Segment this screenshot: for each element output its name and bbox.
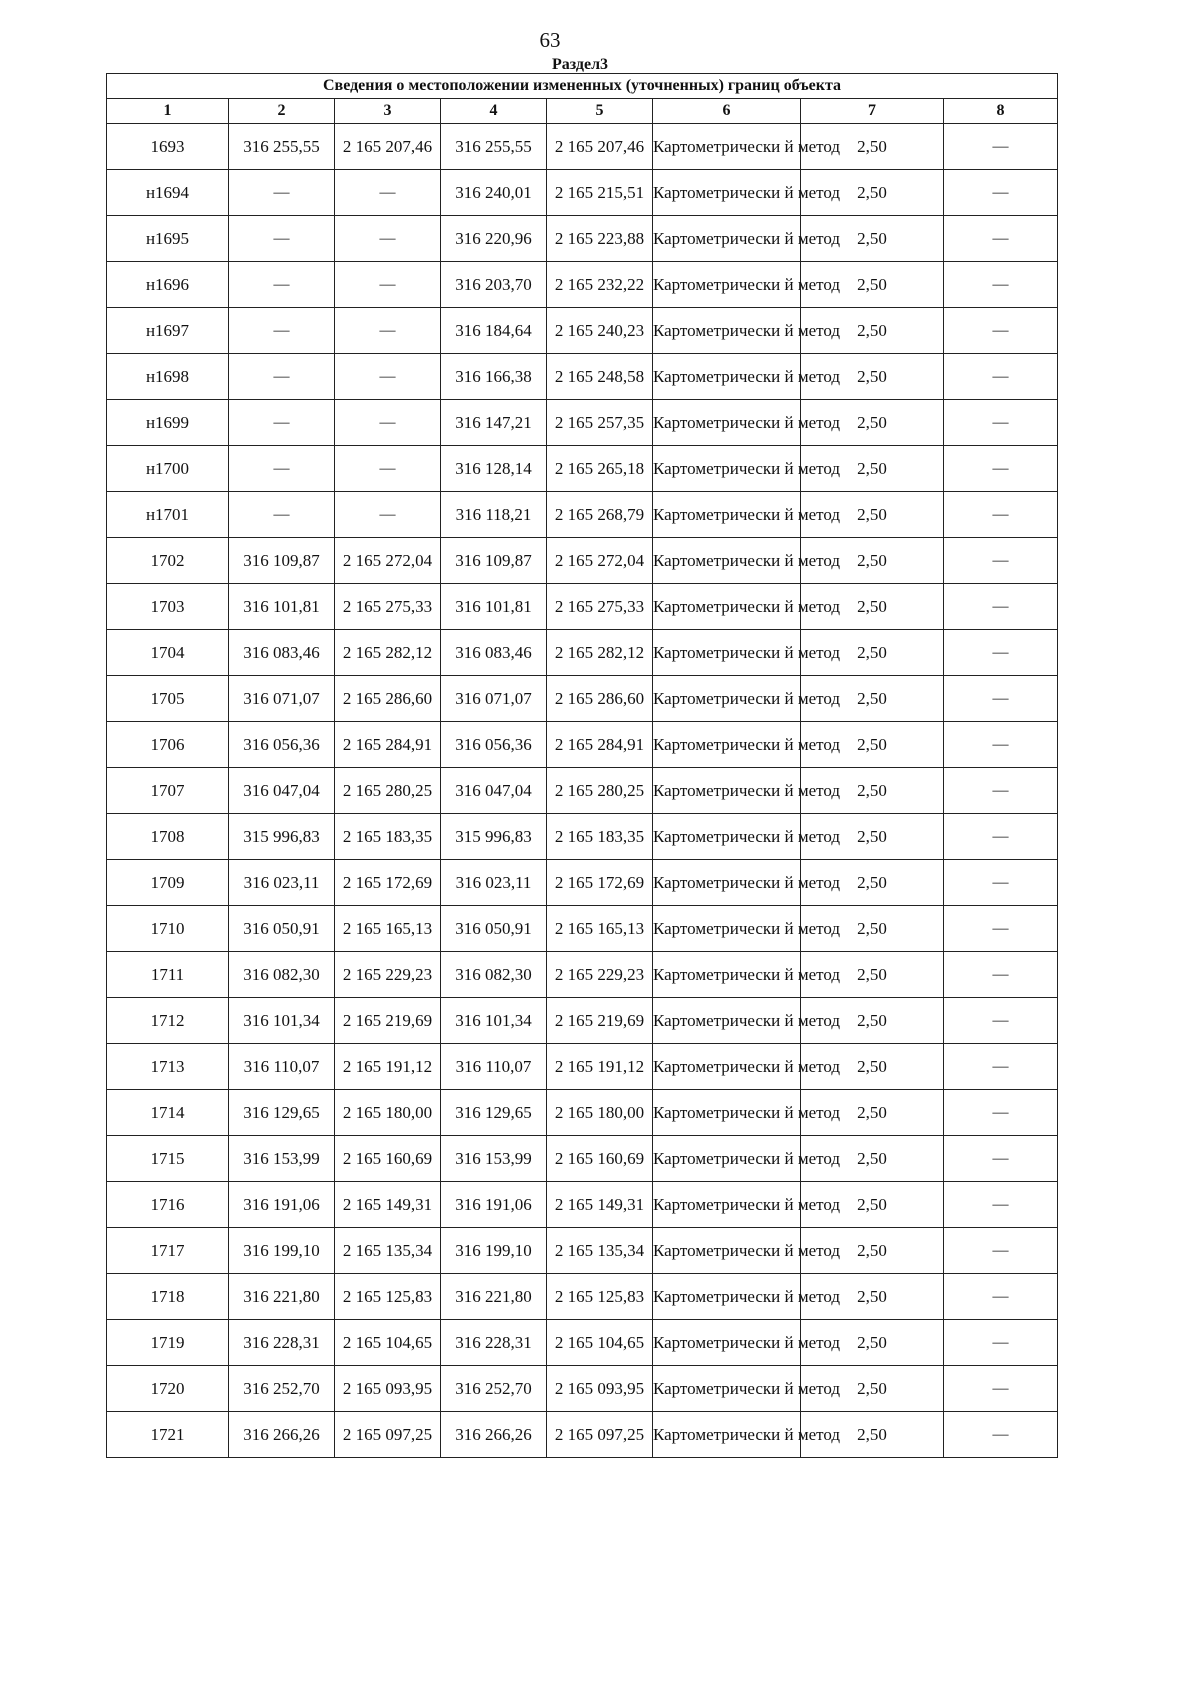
- method-cell: Картометрически й метод: [653, 1228, 801, 1274]
- old-y-cell: —: [335, 170, 441, 216]
- new-y-cell: 2 165 229,23: [547, 952, 653, 998]
- new-x-cell: 316 056,36: [441, 722, 547, 768]
- point-number-cell: 1721: [107, 1412, 229, 1458]
- accuracy-cell: 2,50: [801, 262, 944, 308]
- method-cell: Картометрически й метод: [653, 1044, 801, 1090]
- page-number: 63: [539, 28, 561, 52]
- table-row: [107, 492, 1058, 538]
- table-row: [107, 1366, 1058, 1412]
- column-number: 3: [335, 99, 441, 124]
- accuracy-cell: 2,50: [801, 1090, 944, 1136]
- accuracy-cell: 2,50: [801, 1366, 944, 1412]
- new-y-cell: 2 165 135,34: [547, 1228, 653, 1274]
- new-y-cell: 2 165 257,35: [547, 400, 653, 446]
- accuracy-cell: 2,50: [801, 1412, 944, 1458]
- old-y-cell: —: [335, 354, 441, 400]
- old-x-cell: —: [229, 308, 335, 354]
- method-cell: Картометрически й метод: [653, 216, 801, 262]
- new-x-cell: 316 153,99: [441, 1136, 547, 1182]
- new-x-cell: 316 050,91: [441, 906, 547, 952]
- description-cell: —: [944, 400, 1058, 446]
- description-cell: —: [944, 216, 1058, 262]
- point-number-cell: 1708: [107, 814, 229, 860]
- point-number-cell: н1695: [107, 216, 229, 262]
- new-x-cell: 316 255,55: [441, 124, 547, 170]
- column-number: 1: [107, 99, 229, 124]
- accuracy-cell: 2,50: [801, 814, 944, 860]
- old-y-cell: 2 165 207,46: [335, 124, 441, 170]
- point-number-cell: 1720: [107, 1366, 229, 1412]
- table-row: [107, 630, 1058, 676]
- accuracy-cell: 2,50: [801, 952, 944, 998]
- description-cell: —: [944, 584, 1058, 630]
- old-y-cell: 2 165 093,95: [335, 1366, 441, 1412]
- method-cell: Картометрически й метод: [653, 1136, 801, 1182]
- point-number-cell: 1704: [107, 630, 229, 676]
- accuracy-cell: 2,50: [801, 1136, 944, 1182]
- method-cell: Картометрически й метод: [653, 630, 801, 676]
- old-x-cell: 316 101,34: [229, 998, 335, 1044]
- old-y-cell: 2 165 229,23: [335, 952, 441, 998]
- method-cell: Картометрически й метод: [653, 1366, 801, 1412]
- column-number: 5: [547, 99, 653, 124]
- description-cell: —: [944, 538, 1058, 584]
- method-cell: Картометрически й метод: [653, 492, 801, 538]
- method-cell: Картометрически й метод: [653, 860, 801, 906]
- table-row: [107, 906, 1058, 952]
- old-x-cell: 316 101,81: [229, 584, 335, 630]
- point-number-cell: 1710: [107, 906, 229, 952]
- new-y-cell: 2 165 215,51: [547, 170, 653, 216]
- method-cell: Картометрически й метод: [653, 676, 801, 722]
- point-number-cell: 1703: [107, 584, 229, 630]
- method-cell: Картометрически й метод: [653, 400, 801, 446]
- point-number-cell: 1716: [107, 1182, 229, 1228]
- new-x-cell: 316 199,10: [441, 1228, 547, 1274]
- point-number-cell: н1699: [107, 400, 229, 446]
- table-row: [107, 814, 1058, 860]
- description-cell: —: [944, 262, 1058, 308]
- new-y-cell: 2 165 183,35: [547, 814, 653, 860]
- method-cell: Картометрически й метод: [653, 584, 801, 630]
- point-number-cell: 1706: [107, 722, 229, 768]
- old-x-cell: 316 191,06: [229, 1182, 335, 1228]
- accuracy-cell: 2,50: [801, 676, 944, 722]
- new-y-cell: 2 165 172,69: [547, 860, 653, 906]
- description-cell: —: [944, 814, 1058, 860]
- description-cell: —: [944, 1182, 1058, 1228]
- point-number-cell: н1701: [107, 492, 229, 538]
- accuracy-cell: 2,50: [801, 308, 944, 354]
- old-y-cell: 2 165 160,69: [335, 1136, 441, 1182]
- accuracy-cell: 2,50: [801, 584, 944, 630]
- old-y-cell: 2 165 172,69: [335, 860, 441, 906]
- accuracy-cell: 2,50: [801, 1228, 944, 1274]
- point-number-cell: 1711: [107, 952, 229, 998]
- new-y-cell: 2 165 093,95: [547, 1366, 653, 1412]
- column-number: 7: [801, 99, 944, 124]
- old-x-cell: 316 071,07: [229, 676, 335, 722]
- accuracy-cell: 2,50: [801, 354, 944, 400]
- old-y-cell: —: [335, 492, 441, 538]
- new-x-cell: 316 083,46: [441, 630, 547, 676]
- old-x-cell: 316 056,36: [229, 722, 335, 768]
- point-number-cell: н1696: [107, 262, 229, 308]
- description-cell: —: [944, 1320, 1058, 1366]
- table-row: [107, 722, 1058, 768]
- method-cell: Картометрически й метод: [653, 768, 801, 814]
- column-number: 8: [944, 99, 1058, 124]
- new-y-cell: 2 165 286,60: [547, 676, 653, 722]
- new-x-cell: 316 147,21: [441, 400, 547, 446]
- new-x-cell: 316 166,38: [441, 354, 547, 400]
- description-cell: —: [944, 308, 1058, 354]
- description-cell: —: [944, 676, 1058, 722]
- table-row: [107, 538, 1058, 584]
- description-cell: —: [944, 1274, 1058, 1320]
- old-x-cell: 315 996,83: [229, 814, 335, 860]
- old-y-cell: 2 165 180,00: [335, 1090, 441, 1136]
- table-row: [107, 354, 1058, 400]
- old-x-cell: 316 050,91: [229, 906, 335, 952]
- description-cell: —: [944, 1090, 1058, 1136]
- new-y-cell: 2 165 180,00: [547, 1090, 653, 1136]
- description-cell: —: [944, 124, 1058, 170]
- new-y-cell: 2 165 207,46: [547, 124, 653, 170]
- old-y-cell: 2 165 275,33: [335, 584, 441, 630]
- new-x-cell: 316 191,06: [441, 1182, 547, 1228]
- old-y-cell: 2 165 125,83: [335, 1274, 441, 1320]
- old-y-cell: —: [335, 308, 441, 354]
- new-y-cell: 2 165 248,58: [547, 354, 653, 400]
- table-row: [107, 768, 1058, 814]
- new-y-cell: 2 165 223,88: [547, 216, 653, 262]
- new-y-cell: 2 165 104,65: [547, 1320, 653, 1366]
- table-row: [107, 1274, 1058, 1320]
- old-x-cell: —: [229, 492, 335, 538]
- description-cell: —: [944, 860, 1058, 906]
- point-number-cell: 1693: [107, 124, 229, 170]
- table-row: [107, 1228, 1058, 1274]
- old-x-cell: 316 255,55: [229, 124, 335, 170]
- old-x-cell: —: [229, 400, 335, 446]
- old-x-cell: —: [229, 446, 335, 492]
- old-y-cell: —: [335, 262, 441, 308]
- description-cell: —: [944, 952, 1058, 998]
- old-x-cell: 316 023,11: [229, 860, 335, 906]
- table-row: [107, 308, 1058, 354]
- accuracy-cell: 2,50: [801, 722, 944, 768]
- accuracy-cell: 2,50: [801, 1182, 944, 1228]
- new-y-cell: 2 165 191,12: [547, 1044, 653, 1090]
- old-x-cell: 316 129,65: [229, 1090, 335, 1136]
- accuracy-cell: 2,50: [801, 492, 944, 538]
- new-y-cell: 2 165 265,18: [547, 446, 653, 492]
- new-y-cell: 2 165 284,91: [547, 722, 653, 768]
- point-number-cell: 1715: [107, 1136, 229, 1182]
- table-row: [107, 1412, 1058, 1458]
- old-y-cell: 2 165 219,69: [335, 998, 441, 1044]
- method-cell: Картометрически й метод: [653, 998, 801, 1044]
- table-row: [107, 1136, 1058, 1182]
- point-number-cell: 1714: [107, 1090, 229, 1136]
- description-cell: —: [944, 630, 1058, 676]
- accuracy-cell: 2,50: [801, 1274, 944, 1320]
- table-row: [107, 400, 1058, 446]
- point-number-cell: н1698: [107, 354, 229, 400]
- table-row: [107, 584, 1058, 630]
- point-number-cell: 1719: [107, 1320, 229, 1366]
- new-x-cell: 316 101,34: [441, 998, 547, 1044]
- old-y-cell: 2 165 286,60: [335, 676, 441, 722]
- table-body: [107, 124, 1058, 1458]
- method-cell: Картометрически й метод: [653, 262, 801, 308]
- new-y-cell: 2 165 280,25: [547, 768, 653, 814]
- old-x-cell: 316 082,30: [229, 952, 335, 998]
- new-x-cell: 316 221,80: [441, 1274, 547, 1320]
- old-x-cell: 316 047,04: [229, 768, 335, 814]
- old-y-cell: 2 165 104,65: [335, 1320, 441, 1366]
- old-x-cell: —: [229, 262, 335, 308]
- accuracy-cell: 2,50: [801, 124, 944, 170]
- new-y-cell: 2 165 219,69: [547, 998, 653, 1044]
- accuracy-cell: 2,50: [801, 1044, 944, 1090]
- old-y-cell: 2 165 165,13: [335, 906, 441, 952]
- coordinates-table: [106, 73, 1058, 1458]
- new-y-cell: 2 165 232,22: [547, 262, 653, 308]
- column-numbers-row: [107, 99, 1058, 124]
- accuracy-cell: 2,50: [801, 906, 944, 952]
- description-cell: —: [944, 722, 1058, 768]
- new-y-cell: 2 165 097,25: [547, 1412, 653, 1458]
- table-row: [107, 1044, 1058, 1090]
- table-row: [107, 676, 1058, 722]
- table-row: [107, 860, 1058, 906]
- accuracy-cell: 2,50: [801, 400, 944, 446]
- old-y-cell: 2 165 135,34: [335, 1228, 441, 1274]
- table-row: [107, 216, 1058, 262]
- new-x-cell: 316 252,70: [441, 1366, 547, 1412]
- new-x-cell: 316 023,11: [441, 860, 547, 906]
- old-x-cell: 316 221,80: [229, 1274, 335, 1320]
- new-y-cell: 2 165 165,13: [547, 906, 653, 952]
- point-number-cell: 1709: [107, 860, 229, 906]
- method-cell: Картометрически й метод: [653, 1320, 801, 1366]
- point-number-cell: 1702: [107, 538, 229, 584]
- method-cell: Картометрически й метод: [653, 308, 801, 354]
- column-number: 2: [229, 99, 335, 124]
- old-y-cell: —: [335, 446, 441, 492]
- description-cell: —: [944, 1136, 1058, 1182]
- old-y-cell: 2 165 191,12: [335, 1044, 441, 1090]
- old-y-cell: 2 165 284,91: [335, 722, 441, 768]
- new-x-cell: 316 128,14: [441, 446, 547, 492]
- table-caption: Сведения о местоположении измененных (уточненных) границ объекта: [107, 74, 1058, 99]
- point-number-cell: 1712: [107, 998, 229, 1044]
- new-x-cell: 316 203,70: [441, 262, 547, 308]
- new-y-cell: 2 165 240,23: [547, 308, 653, 354]
- accuracy-cell: 2,50: [801, 216, 944, 262]
- new-x-cell: 316 101,81: [441, 584, 547, 630]
- accuracy-cell: 2,50: [801, 170, 944, 216]
- old-y-cell: 2 165 149,31: [335, 1182, 441, 1228]
- old-x-cell: —: [229, 170, 335, 216]
- old-y-cell: 2 165 280,25: [335, 768, 441, 814]
- new-y-cell: 2 165 268,79: [547, 492, 653, 538]
- new-x-cell: 316 240,01: [441, 170, 547, 216]
- new-x-cell: 316 118,21: [441, 492, 547, 538]
- point-number-cell: 1713: [107, 1044, 229, 1090]
- new-x-cell: 316 110,07: [441, 1044, 547, 1090]
- table-row: [107, 170, 1058, 216]
- description-cell: —: [944, 1412, 1058, 1458]
- description-cell: —: [944, 354, 1058, 400]
- column-number: 4: [441, 99, 547, 124]
- accuracy-cell: 2,50: [801, 768, 944, 814]
- description-cell: —: [944, 1366, 1058, 1412]
- old-y-cell: 2 165 183,35: [335, 814, 441, 860]
- point-number-cell: 1717: [107, 1228, 229, 1274]
- old-x-cell: 316 110,07: [229, 1044, 335, 1090]
- accuracy-cell: 2,50: [801, 446, 944, 492]
- table-row: [107, 262, 1058, 308]
- new-x-cell: 316 266,26: [441, 1412, 547, 1458]
- accuracy-cell: 2,50: [801, 998, 944, 1044]
- new-y-cell: 2 165 125,83: [547, 1274, 653, 1320]
- description-cell: —: [944, 768, 1058, 814]
- new-y-cell: 2 165 282,12: [547, 630, 653, 676]
- accuracy-cell: 2,50: [801, 1320, 944, 1366]
- table-row: [107, 446, 1058, 492]
- table-row: [107, 124, 1058, 170]
- accuracy-cell: 2,50: [801, 860, 944, 906]
- point-number-cell: 1707: [107, 768, 229, 814]
- accuracy-cell: 2,50: [801, 630, 944, 676]
- table-row: [107, 952, 1058, 998]
- table-caption-row: [107, 74, 1058, 99]
- method-cell: Картометрически й метод: [653, 906, 801, 952]
- old-y-cell: —: [335, 400, 441, 446]
- table-row: [107, 1320, 1058, 1366]
- new-x-cell: 316 109,87: [441, 538, 547, 584]
- old-x-cell: 316 109,87: [229, 538, 335, 584]
- new-x-cell: 316 184,64: [441, 308, 547, 354]
- description-cell: —: [944, 170, 1058, 216]
- point-number-cell: 1718: [107, 1274, 229, 1320]
- old-x-cell: 316 252,70: [229, 1366, 335, 1412]
- table-row: [107, 1182, 1058, 1228]
- method-cell: Картометрически й метод: [653, 952, 801, 998]
- new-x-cell: 316 228,31: [441, 1320, 547, 1366]
- new-y-cell: 2 165 149,31: [547, 1182, 653, 1228]
- description-cell: —: [944, 446, 1058, 492]
- new-y-cell: 2 165 272,04: [547, 538, 653, 584]
- point-number-cell: 1705: [107, 676, 229, 722]
- description-cell: —: [944, 998, 1058, 1044]
- new-x-cell: 316 047,04: [441, 768, 547, 814]
- old-x-cell: 316 153,99: [229, 1136, 335, 1182]
- old-x-cell: 316 228,31: [229, 1320, 335, 1366]
- old-y-cell: 2 165 272,04: [335, 538, 441, 584]
- old-x-cell: 316 199,10: [229, 1228, 335, 1274]
- method-cell: Картометрически й метод: [653, 446, 801, 492]
- column-number: 6: [653, 99, 801, 124]
- method-cell: Картометрически й метод: [653, 1182, 801, 1228]
- point-number-cell: н1694: [107, 170, 229, 216]
- new-y-cell: 2 165 160,69: [547, 1136, 653, 1182]
- method-cell: Картометрически й метод: [653, 722, 801, 768]
- method-cell: Картометрически й метод: [653, 1274, 801, 1320]
- new-x-cell: 316 071,07: [441, 676, 547, 722]
- table-row: [107, 1090, 1058, 1136]
- new-x-cell: 316 082,30: [441, 952, 547, 998]
- point-number-cell: н1700: [107, 446, 229, 492]
- method-cell: Картометрически й метод: [653, 1090, 801, 1136]
- method-cell: Картометрически й метод: [653, 814, 801, 860]
- new-x-cell: 315 996,83: [441, 814, 547, 860]
- old-x-cell: 316 083,46: [229, 630, 335, 676]
- new-x-cell: 316 220,96: [441, 216, 547, 262]
- point-number-cell: н1697: [107, 308, 229, 354]
- method-cell: Картометрически й метод: [653, 354, 801, 400]
- old-y-cell: 2 165 282,12: [335, 630, 441, 676]
- old-y-cell: 2 165 097,25: [335, 1412, 441, 1458]
- table-row: [107, 998, 1058, 1044]
- old-y-cell: —: [335, 216, 441, 262]
- old-x-cell: —: [229, 216, 335, 262]
- method-cell: Картометрически й метод: [653, 170, 801, 216]
- description-cell: —: [944, 492, 1058, 538]
- old-x-cell: 316 266,26: [229, 1412, 335, 1458]
- description-cell: —: [944, 906, 1058, 952]
- section-title: Раздел3: [551, 56, 609, 73]
- new-x-cell: 316 129,65: [441, 1090, 547, 1136]
- description-cell: —: [944, 1228, 1058, 1274]
- description-cell: —: [944, 1044, 1058, 1090]
- method-cell: Картометрически й метод: [653, 124, 801, 170]
- method-cell: Картометрически й метод: [653, 538, 801, 584]
- new-y-cell: 2 165 275,33: [547, 584, 653, 630]
- accuracy-cell: 2,50: [801, 538, 944, 584]
- method-cell: Картометрически й метод: [653, 1412, 801, 1458]
- old-x-cell: —: [229, 354, 335, 400]
